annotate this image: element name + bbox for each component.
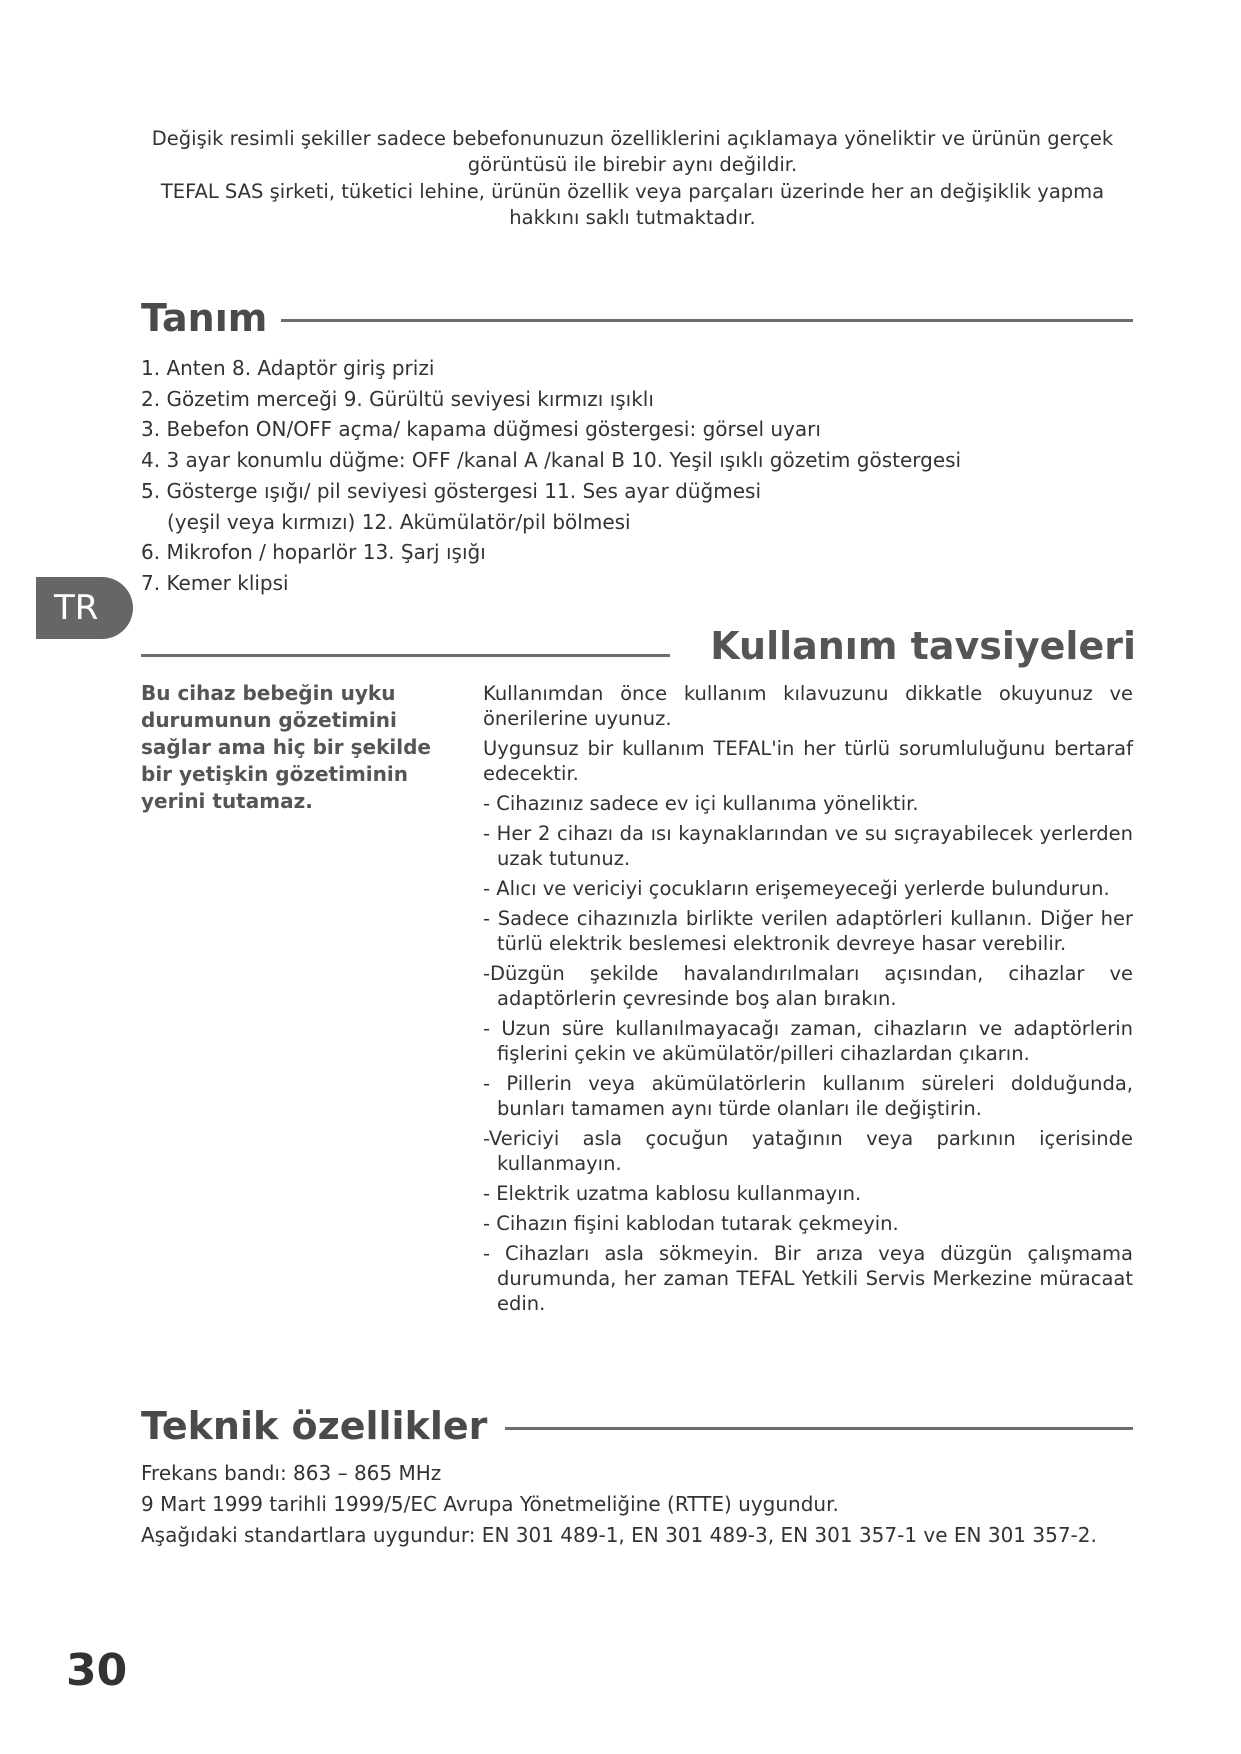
usage-advice xyxy=(483,681,1133,1321)
advice-item: - Cihazları asla sökmeyin. Bir arıza veya düzgün çalışmama durumunda, her zaman TEFAL Yetkili Servis Merkezine müracaat edin. xyxy=(483,1242,1133,1315)
advice-paragraph: Kullanımdan önce kullanım kılavuzunu dikkatle okuyunuz ve önerilerine uyunuz. xyxy=(483,682,1133,730)
section-title-teknik: Teknik özellikler xyxy=(141,1404,488,1448)
list-item: 2. Gözetim merceği 9. Gürültü seviyesi kırmızı ışıklı xyxy=(141,386,654,411)
spec-line: Aşağıdaki standartlara uygundur: EN 301 489-1, EN 301 489-3, EN 301 357-1 ve EN 301 357-2. xyxy=(141,1523,1097,1547)
list-item: 7. Kemer klipsi xyxy=(141,570,289,595)
advice-item: - Alıcı ve vericiyi çocukların erişemeyeceği yerlerde bulundurun. xyxy=(483,877,1110,900)
advice-item: - Cihazınız sadece ev içi kullanıma yöneliktir. xyxy=(483,792,919,815)
page-number: 30 xyxy=(66,1645,128,1696)
advice-item: - Pillerin veya akümülatörlerin kullanım süreleri dolduğunda, bunları tamamen aynı türde olanları ile değiştirin. xyxy=(483,1072,1133,1120)
intro-line-1: Değişik resimli şekiller sadece bebefonunuzun özelliklerini açıklamaya yöneliktir ve ürünün gerçek görüntüsü ile birebir aynı değildir. xyxy=(151,127,1114,176)
technical-specs xyxy=(141,1458,1141,1551)
list-item: 6. Mikrofon / hoparlör 13. Şarj ışığı xyxy=(141,540,486,565)
spec-line: Frekans bandı: 863 – 865 MHz xyxy=(141,1461,442,1485)
heading-rule xyxy=(505,1427,1133,1430)
heading-rule xyxy=(141,654,670,657)
section-teknik-heading xyxy=(141,1404,1133,1448)
list-item: 1. Anten 8. Adaptör giriş prizi xyxy=(141,356,435,380)
advice-item: - Elektrik uzatma kablosu kullanmayın. xyxy=(483,1182,862,1205)
parts-list xyxy=(141,353,1021,599)
list-item: 3. Bebefon ON/OFF açma/ kapama düğmesi göstergesi: görsel uyarı xyxy=(141,417,821,442)
advice-item: - Uzun süre kullanılmayacağı zaman, cihazların ve adaptörlerin fişlerini çekin ve akümülatör/pilleri cihazlardan çıkarın. xyxy=(483,1017,1133,1065)
advice-item: - Her 2 cihazı da ısı kaynaklarından ve su sıçrayabilecek yerlerden uzak tutunuz. xyxy=(483,822,1133,870)
section-kullanim-heading xyxy=(141,624,1136,668)
advice-item: - Sadece cihazınızla birlikte verilen adaptörleri kullanın. Diğer her türlü elektrik beslemesi elektronik devreye hasar verebilir. xyxy=(483,907,1133,955)
list-item: 4. 3 ayar konumlu düğme: OFF /kanal A /kanal B 10. Yeşil ışıklı gözetim göstergesi xyxy=(141,448,962,473)
language-tab: TR xyxy=(36,577,133,639)
list-item: (yeşil veya kırmızı) 12. Akümülatör/pil bölmesi xyxy=(167,509,631,534)
heading-rule xyxy=(281,319,1133,322)
section-title-kullanim: Kullanım tavsiyeleri xyxy=(710,624,1136,668)
advice-item: -Vericiyi asla çocuğun yatağının veya parkının içerisinde kullanmayın. xyxy=(483,1127,1133,1175)
advice-item: - Cihazın fişini kablodan tutarak çekmeyin. xyxy=(483,1212,899,1235)
intro-line-2: TEFAL SAS şirketi, tüketici lehine, ürünün özellik veya parçaları üzerinde her an değişiklik yapma hakkını saklı tutmaktadır. xyxy=(160,180,1105,229)
advice-paragraph: Uygunsuz bir kullanım TEFAL'in her türlü sorumluluğunu bertaraf edecektir. xyxy=(483,737,1133,785)
intro-notice xyxy=(150,126,1115,231)
spec-line: 9 Mart 1999 tarihli 1999/5/EC Avrupa Yönetmeliğine (RTTE) uygundur. xyxy=(141,1492,839,1516)
section-tanim-heading xyxy=(141,296,1133,340)
advice-item: -Düzgün şekilde havalandırılmaları açısından, cihazlar ve adaptörlerin çevresinde boş alan bırakın. xyxy=(483,962,1133,1010)
list-item: 5. Gösterge ışığı/ pil seviyesi göstergesi 11. Ses ayar düğmesi xyxy=(141,478,762,503)
section-title-tanim: Tanım xyxy=(141,296,268,340)
safety-warning: Bu cihaz bebeğin uyku durumunun gözetimini sağlar ama hiç bir şekilde bir yetişkin gözetiminin yerini tutamaz. xyxy=(141,681,431,813)
